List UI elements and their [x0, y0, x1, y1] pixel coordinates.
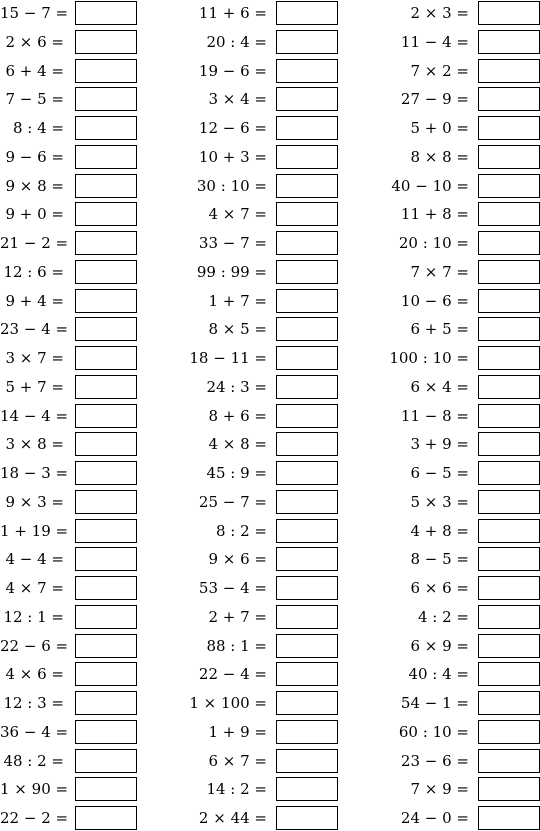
answer-box[interactable] — [478, 777, 540, 801]
answer-box[interactable] — [478, 490, 540, 514]
answer-box[interactable] — [276, 174, 338, 198]
answer-box[interactable] — [276, 691, 338, 715]
answer-box[interactable] — [276, 231, 338, 255]
problem-expression: 12 : 3 = — [3, 694, 64, 712]
problem-expression: 4 + 8 = — [410, 522, 469, 540]
problem-row — [0, 634, 170, 658]
problem-expression: 5 × 3 = — [410, 493, 469, 511]
problem-expression: 8 : 2 = — [215, 522, 267, 540]
problem-row — [0, 576, 170, 600]
problem-row — [170, 87, 340, 111]
problem-expression: 4 × 7 = — [208, 205, 267, 223]
answer-box[interactable] — [276, 87, 338, 111]
problem-expression: 18 − 3 = — [0, 464, 69, 482]
problem-row — [372, 749, 540, 773]
problem-row — [170, 59, 340, 83]
answer-box[interactable] — [478, 576, 540, 600]
answer-box[interactable] — [478, 145, 540, 169]
problem-expression: 10 − 6 = — [400, 292, 469, 310]
answer-box[interactable] — [478, 461, 540, 485]
answer-box[interactable] — [276, 432, 338, 456]
answer-box[interactable] — [478, 1, 540, 25]
problem-expression: 25 − 7 = — [198, 493, 267, 511]
problem-expression: 4 × 8 = — [208, 435, 267, 453]
problem-row — [170, 720, 340, 744]
problem-row — [170, 806, 340, 830]
problem-expression: 36 − 4 = — [0, 723, 69, 741]
problem-row — [372, 777, 540, 801]
answer-box[interactable] — [478, 547, 540, 571]
problem-row — [372, 59, 540, 83]
problem-expression: 9 × 3 = — [5, 493, 64, 511]
problem-expression: 2 + 7 = — [208, 608, 267, 626]
problem-row — [170, 662, 340, 686]
problem-expression: 3 × 7 = — [5, 349, 64, 367]
problem-row — [0, 346, 170, 370]
problem-expression: 53 − 4 = — [198, 579, 267, 597]
problem-expression: 88 : 1 = — [206, 637, 267, 655]
problem-expression: 4 × 7 = — [5, 579, 64, 597]
problem-row — [170, 317, 340, 341]
problem-row — [170, 404, 340, 428]
answer-box[interactable] — [478, 30, 540, 54]
problem-expression: 6 × 7 = — [208, 752, 267, 770]
problem-row — [170, 634, 340, 658]
problem-expression: 5 + 0 = — [410, 119, 469, 137]
problem-expression: 7 × 2 = — [410, 62, 469, 80]
problem-row — [372, 1, 540, 25]
problem-row — [170, 346, 340, 370]
answer-box[interactable] — [75, 59, 137, 83]
problem-row — [372, 87, 540, 111]
answer-box[interactable] — [276, 461, 338, 485]
answer-box[interactable] — [276, 806, 338, 830]
problem-expression: 1 + 19 = — [0, 522, 69, 540]
problem-expression: 1 × 90 = — [0, 780, 69, 798]
problem-row — [372, 375, 540, 399]
problem-row — [0, 777, 170, 801]
answer-box[interactable] — [276, 145, 338, 169]
answer-box[interactable] — [75, 576, 137, 600]
problem-expression: 3 + 9 = — [410, 435, 469, 453]
problem-row — [170, 519, 340, 543]
problem-expression: 8 × 8 = — [410, 148, 469, 166]
problem-row — [0, 59, 170, 83]
problem-row — [0, 490, 170, 514]
problem-expression: 22 − 6 = — [0, 637, 69, 655]
problem-expression: 20 : 10 = — [398, 234, 469, 252]
answer-box[interactable] — [75, 519, 137, 543]
problem-expression: 7 − 5 = — [5, 90, 64, 108]
problem-row — [372, 720, 540, 744]
answer-box[interactable] — [276, 1, 338, 25]
problem-expression: 45 : 9 = — [206, 464, 267, 482]
problem-row — [372, 605, 540, 629]
problem-expression: 99 : 99 = — [196, 263, 267, 281]
answer-box[interactable] — [276, 404, 338, 428]
problem-row — [372, 806, 540, 830]
problem-row — [170, 202, 340, 226]
problem-row — [372, 634, 540, 658]
problem-row — [0, 461, 170, 485]
problem-row — [0, 519, 170, 543]
problem-row — [170, 691, 340, 715]
problem-expression: 2 × 6 = — [5, 33, 64, 51]
answer-box[interactable] — [478, 59, 540, 83]
problem-row — [0, 806, 170, 830]
problem-expression: 12 : 1 = — [3, 608, 64, 626]
problem-row — [0, 174, 170, 198]
problem-expression: 6 × 9 = — [410, 637, 469, 655]
answer-box[interactable] — [478, 519, 540, 543]
answer-box[interactable] — [75, 547, 137, 571]
problem-expression: 18 − 11 = — [189, 349, 267, 367]
problem-row — [0, 260, 170, 284]
answer-box[interactable] — [276, 346, 338, 370]
problem-expression: 10 + 3 = — [198, 148, 267, 166]
problem-row — [372, 461, 540, 485]
problem-expression: 7 × 9 = — [410, 780, 469, 798]
answer-box[interactable] — [75, 720, 137, 744]
answer-box[interactable] — [75, 202, 137, 226]
answer-box[interactable] — [478, 375, 540, 399]
problem-expression: 9 + 0 = — [5, 205, 64, 223]
answer-box[interactable] — [75, 174, 137, 198]
problem-row — [0, 662, 170, 686]
problem-row — [0, 720, 170, 744]
answer-box[interactable] — [75, 317, 137, 341]
problem-expression: 5 + 7 = — [5, 378, 64, 396]
problem-expression: 33 − 7 = — [198, 234, 267, 252]
problem-row — [372, 691, 540, 715]
problem-expression: 6 + 5 = — [410, 320, 469, 338]
problem-expression: 1 + 7 = — [208, 292, 267, 310]
problem-row — [372, 231, 540, 255]
answer-box[interactable] — [75, 87, 137, 111]
problem-expression: 11 + 8 = — [400, 205, 469, 223]
problem-row — [0, 691, 170, 715]
problem-expression: 9 × 8 = — [5, 177, 64, 195]
answer-box[interactable] — [276, 375, 338, 399]
problem-expression: 6 × 4 = — [410, 378, 469, 396]
problem-row — [372, 260, 540, 284]
answer-box[interactable] — [478, 432, 540, 456]
problem-expression: 48 : 2 = — [3, 752, 64, 770]
problem-row — [372, 490, 540, 514]
problem-row — [372, 145, 540, 169]
answer-box[interactable] — [478, 720, 540, 744]
problem-expression: 9 + 4 = — [5, 292, 64, 310]
answer-box[interactable] — [75, 662, 137, 686]
problem-row — [372, 547, 540, 571]
problem-expression: 60 : 10 = — [398, 723, 469, 741]
answer-box[interactable] — [276, 576, 338, 600]
problem-column-2 — [170, 0, 340, 831]
problem-expression: 4 : 2 = — [417, 608, 469, 626]
problem-expression: 3 × 8 = — [5, 435, 64, 453]
problem-expression: 100 : 10 = — [389, 349, 469, 367]
answer-box[interactable] — [478, 116, 540, 140]
answer-box[interactable] — [478, 605, 540, 629]
answer-box[interactable] — [276, 30, 338, 54]
problem-expression: 24 : 3 = — [206, 378, 267, 396]
problem-expression: 40 − 10 = — [391, 177, 469, 195]
problem-row — [170, 490, 340, 514]
problem-expression: 8 + 6 = — [208, 407, 267, 425]
answer-box[interactable] — [478, 749, 540, 773]
answer-box[interactable] — [276, 720, 338, 744]
answer-box[interactable] — [75, 231, 137, 255]
problem-expression: 1 × 100 = — [189, 694, 267, 712]
answer-box[interactable] — [75, 432, 137, 456]
problem-row — [0, 145, 170, 169]
answer-box[interactable] — [75, 30, 137, 54]
problem-row — [170, 461, 340, 485]
answer-box[interactable] — [276, 634, 338, 658]
problem-expression: 30 : 10 = — [196, 177, 267, 195]
problem-expression: 27 − 9 = — [400, 90, 469, 108]
answer-box[interactable] — [276, 749, 338, 773]
answer-box[interactable] — [276, 289, 338, 313]
problem-expression: 4 × 6 = — [5, 665, 64, 683]
answer-box[interactable] — [276, 59, 338, 83]
problem-expression: 11 − 4 = — [400, 33, 469, 51]
problem-row — [0, 202, 170, 226]
problem-expression: 3 × 4 = — [208, 90, 267, 108]
problem-row — [372, 432, 540, 456]
problem-expression: 4 − 4 = — [5, 550, 64, 568]
problem-row — [372, 662, 540, 686]
answer-box[interactable] — [75, 749, 137, 773]
answer-box[interactable] — [75, 375, 137, 399]
problem-expression: 24 − 0 = — [400, 809, 469, 827]
problem-row — [0, 375, 170, 399]
problem-expression: 2 × 44 = — [198, 809, 267, 827]
problem-row — [0, 605, 170, 629]
problem-row — [170, 777, 340, 801]
answer-box[interactable] — [75, 260, 137, 284]
problem-expression: 1 + 9 = — [208, 723, 267, 741]
answer-box[interactable] — [276, 317, 338, 341]
problem-expression: 6 − 5 = — [410, 464, 469, 482]
answer-box[interactable] — [276, 260, 338, 284]
problem-row — [372, 317, 540, 341]
answer-box[interactable] — [478, 231, 540, 255]
problem-row — [372, 576, 540, 600]
problem-row — [372, 202, 540, 226]
problem-row — [170, 1, 340, 25]
answer-box[interactable] — [276, 519, 338, 543]
answer-box[interactable] — [75, 145, 137, 169]
problem-expression: 21 − 2 = — [0, 234, 69, 252]
problem-row — [0, 289, 170, 313]
problem-row — [170, 231, 340, 255]
answer-box[interactable] — [75, 346, 137, 370]
problem-row — [170, 145, 340, 169]
problem-row — [372, 519, 540, 543]
answer-box[interactable] — [75, 777, 137, 801]
problem-row — [0, 432, 170, 456]
problem-expression: 14 : 2 = — [206, 780, 267, 798]
problem-expression: 7 × 7 = — [410, 263, 469, 281]
problem-row — [170, 547, 340, 571]
problem-expression: 15 − 7 = — [0, 4, 69, 22]
answer-box[interactable] — [276, 605, 338, 629]
answer-box[interactable] — [276, 547, 338, 571]
problem-expression: 8 × 5 = — [208, 320, 267, 338]
problem-expression: 23 − 6 = — [400, 752, 469, 770]
problem-row — [0, 116, 170, 140]
answer-box[interactable] — [75, 691, 137, 715]
problem-expression: 2 × 3 = — [410, 4, 469, 22]
answer-box[interactable] — [478, 289, 540, 313]
problem-column-1 — [0, 0, 170, 831]
answer-box[interactable] — [478, 87, 540, 111]
answer-box[interactable] — [478, 346, 540, 370]
problem-row — [372, 116, 540, 140]
problem-row — [170, 30, 340, 54]
problem-expression: 11 − 8 = — [400, 407, 469, 425]
problem-expression: 54 − 1 = — [400, 694, 469, 712]
problem-row — [0, 1, 170, 25]
problem-expression: 9 × 6 = — [208, 550, 267, 568]
problem-row — [0, 749, 170, 773]
problem-row — [170, 260, 340, 284]
problem-row — [372, 30, 540, 54]
answer-box[interactable] — [75, 1, 137, 25]
problem-row — [0, 87, 170, 111]
answer-box[interactable] — [276, 116, 338, 140]
problem-row — [170, 432, 340, 456]
problem-expression: 14 − 4 = — [0, 407, 69, 425]
problem-row — [170, 116, 340, 140]
problem-expression: 40 : 4 = — [408, 665, 469, 683]
answer-box[interactable] — [75, 634, 137, 658]
problem-expression: 19 − 6 = — [198, 62, 267, 80]
problem-expression: 9 − 6 = — [5, 148, 64, 166]
problem-row — [0, 404, 170, 428]
answer-box[interactable] — [478, 404, 540, 428]
problem-row — [0, 547, 170, 571]
problem-expression: 6 × 6 = — [410, 579, 469, 597]
problem-row — [372, 174, 540, 198]
answer-box[interactable] — [75, 116, 137, 140]
problem-expression: 11 + 6 = — [198, 4, 267, 22]
problem-row — [0, 231, 170, 255]
answer-box[interactable] — [75, 461, 137, 485]
problem-expression: 22 − 4 = — [198, 665, 267, 683]
problem-expression: 12 : 6 = — [3, 263, 64, 281]
problem-expression: 6 + 4 = — [5, 62, 64, 80]
problem-row — [170, 174, 340, 198]
answer-box[interactable] — [75, 806, 137, 830]
answer-box[interactable] — [478, 634, 540, 658]
problem-row — [170, 749, 340, 773]
answer-box[interactable] — [276, 777, 338, 801]
problem-expression: 12 − 6 = — [198, 119, 267, 137]
problem-expression: 22 − 2 = — [0, 809, 69, 827]
problem-expression: 8 : 4 = — [12, 119, 64, 137]
answer-box[interactable] — [75, 404, 137, 428]
answer-box[interactable] — [75, 289, 137, 313]
answer-box[interactable] — [276, 490, 338, 514]
answer-box[interactable] — [478, 806, 540, 830]
problem-row — [372, 404, 540, 428]
answer-box[interactable] — [478, 260, 540, 284]
answer-box[interactable] — [478, 317, 540, 341]
answer-box[interactable] — [478, 691, 540, 715]
problem-row — [170, 605, 340, 629]
problem-row — [170, 576, 340, 600]
answer-box[interactable] — [478, 174, 540, 198]
answer-box[interactable] — [478, 202, 540, 226]
problem-row — [372, 289, 540, 313]
answer-box[interactable] — [478, 662, 540, 686]
problem-expression: 20 : 4 = — [206, 33, 267, 51]
problem-row — [372, 346, 540, 370]
answer-box[interactable] — [75, 605, 137, 629]
problem-expression: 23 − 4 = — [0, 320, 69, 338]
problem-row — [0, 30, 170, 54]
problem-row — [0, 317, 170, 341]
answer-box[interactable] — [276, 662, 338, 686]
answer-box[interactable] — [75, 490, 137, 514]
problem-expression: 8 − 5 = — [410, 550, 469, 568]
problem-row — [170, 289, 340, 313]
answer-box[interactable] — [276, 202, 338, 226]
problem-column-3 — [372, 0, 540, 831]
problem-row — [170, 375, 340, 399]
